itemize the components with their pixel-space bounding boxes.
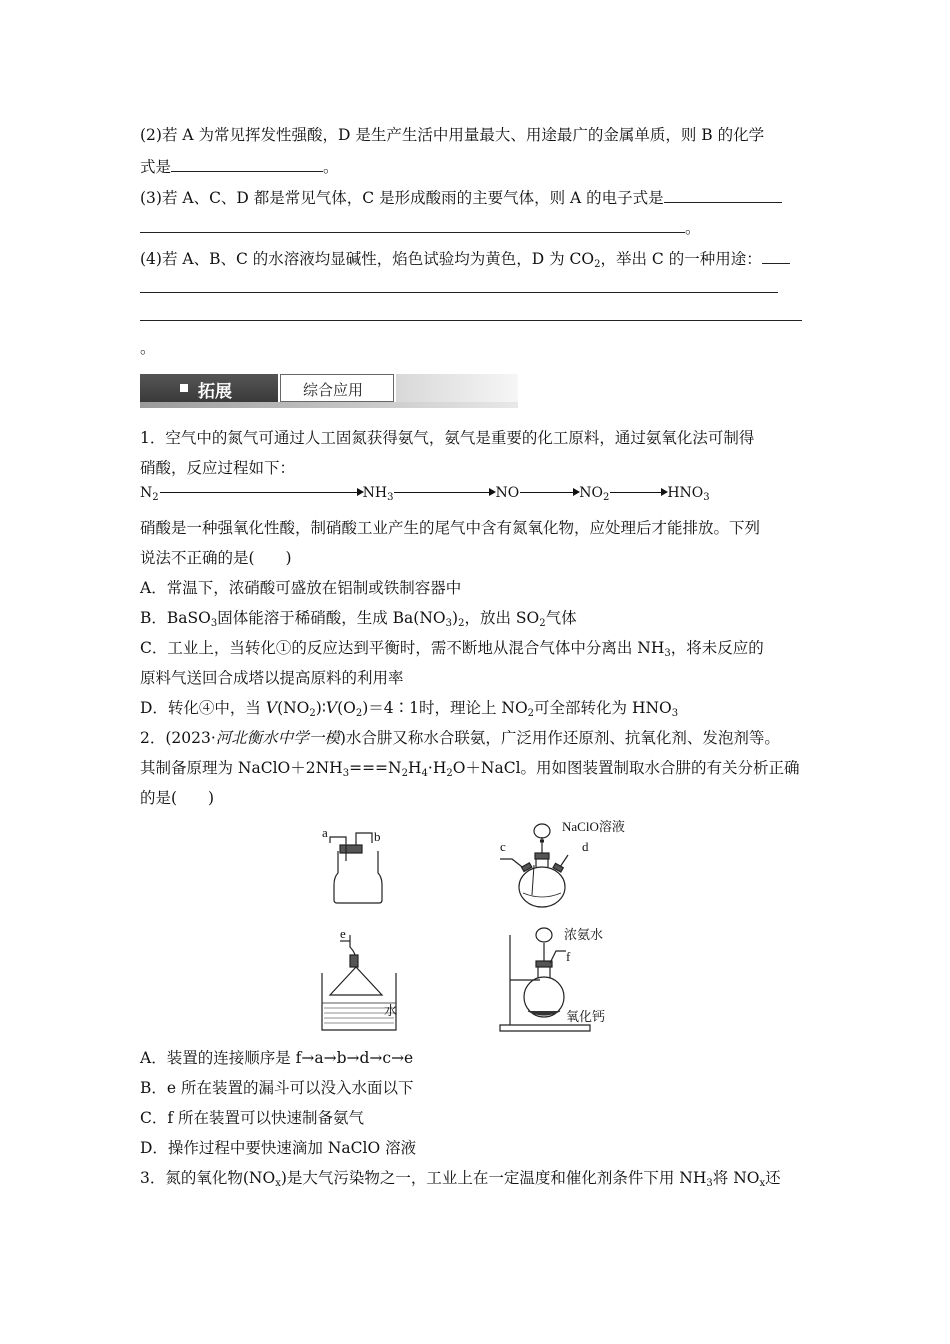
label-b: b — [374, 829, 381, 844]
section-banner — [140, 370, 518, 408]
flow-nh3: $NH_3$ — [362, 485, 394, 503]
label-cao: 氧化钙 — [566, 1009, 606, 1024]
label-a: a — [322, 825, 328, 840]
q1-option-a[interactable]: A．常温下，浓硝酸可盛放在铝制或铁制容器中 — [140, 579, 462, 597]
q1-option-c[interactable]: C．工业上，当转化①的反应达到平衡时，需不断地从混合气体中分离出 $NH_3$，将未反应的 — [140, 639, 764, 659]
flow-hno3: $HNO_3$ — [667, 485, 710, 503]
q2-option-b[interactable]: B．e 所在装置的漏斗可以没入水面以下 — [140, 1079, 414, 1097]
answer-line[interactable] — [140, 320, 802, 321]
q2-stem-3: 的是( ) — [140, 789, 215, 807]
flow-no: NO — [495, 485, 520, 501]
arrow-icon — [520, 492, 578, 493]
label-d: d — [582, 839, 589, 854]
square-icon — [180, 384, 188, 392]
flow-no2: $NO_2$ — [579, 485, 610, 503]
answer-blank[interactable] — [140, 217, 685, 233]
q3-stem: 3．氮的氧化物$(NO_x)$是大气污染物之一，工业上在一定温度和催化剂条件下用 $NH_3$将 $NO_x$还 — [140, 1169, 781, 1189]
q2-line-1: (2)若 A 为常见挥发性强酸，D 是生产生活中用量最大、用途最广的金属单质，则 B 的化学 — [140, 126, 765, 144]
label-c: c — [500, 839, 506, 854]
label-ammonia: 浓氨水 — [564, 927, 604, 942]
answer-blank[interactable] — [171, 156, 323, 172]
q2-stem-1: 2．(2023·河北衡水中学一模)水合肼又称水合联氨，广泛用作还原剂、抗氧化剂、发泡剂等。 — [140, 729, 780, 747]
answer-blank[interactable] — [664, 187, 782, 203]
label-naclo: NaClO溶液 — [562, 819, 625, 834]
label-e: e — [340, 926, 346, 941]
three-neck-flask — [500, 824, 568, 907]
label-f: f — [566, 949, 571, 964]
q3-line-1: (3)若 A、C、D 都是常见气体，C 是形成酸雨的主要气体，则 A 的电子式是 — [140, 187, 782, 208]
q1-option-d[interactable]: D．转化④中，当 $V(NO_2)∶V(O_2)=4∶1$时，理论上 $NO_2$可全部转化为 $HNO_3$ — [140, 699, 679, 719]
arrow-icon — [610, 492, 666, 493]
arrow-icon — [160, 492, 362, 493]
q1-stem-2: 硝酸，反应过程如下： — [140, 459, 296, 477]
q1-option-b[interactable]: B．BaSO$_3$固体能溶于稀硝酸，生成 $Ba(NO_3)_2$，放出 $SO_2$气体 — [140, 609, 577, 629]
q1-stem-1: 1．空气中的氮气可通过人工固氮获得氨气，氨气是重要的化工原料，通过氨氧化法可制得 — [140, 429, 755, 447]
q4-end: 。 — [140, 339, 156, 357]
answer-line[interactable] — [140, 292, 778, 293]
apparatus-figure — [300, 815, 650, 1040]
flow-n2: $N_2$ — [140, 485, 159, 503]
q2-option-d[interactable]: D．操作过程中要快速滴加 NaClO 溶液 — [140, 1139, 417, 1157]
q2-line-2: 式是 。 — [140, 158, 339, 176]
q2-option-a[interactable]: A．装置的连接顺序是 f→a→b→d→c→e — [140, 1049, 414, 1067]
q1-option-c-cont: 原料气送回合成塔以提高原料的利用率 — [140, 669, 404, 687]
q1-stem-3: 硝酸是一种强氧化性酸，制硝酸工业产生的尾气中含有氮氧化物，应处理后才能排放。下列 — [140, 519, 761, 537]
q2-option-c[interactable]: C．f 所在装置可以快速制备氨气 — [140, 1109, 365, 1127]
banner-title: 拓展 — [198, 382, 232, 402]
q4-line-1: (4)若 A、B、C 的水溶液均显碱性，焰色试验均为黄色，D 为 $CO_2$，举出 C 的一种用途： — [140, 248, 790, 269]
arrow-icon — [394, 492, 494, 493]
q2-stem-2: 其制备原理为 $NaClO+2NH_3===N_2H_4\cdot H_2O+NaCl$。用如图装置制取水合肼的有关分析正确 — [140, 759, 800, 779]
answer-blank[interactable] — [762, 248, 790, 264]
q3-line-2: 。 — [140, 217, 701, 238]
label-water: 水 — [384, 1003, 398, 1018]
banner-subtitle: 综合应用 — [303, 381, 364, 399]
q1-stem-4: 说法不正确的是( ) — [140, 549, 292, 567]
reaction-flow — [140, 485, 710, 501]
